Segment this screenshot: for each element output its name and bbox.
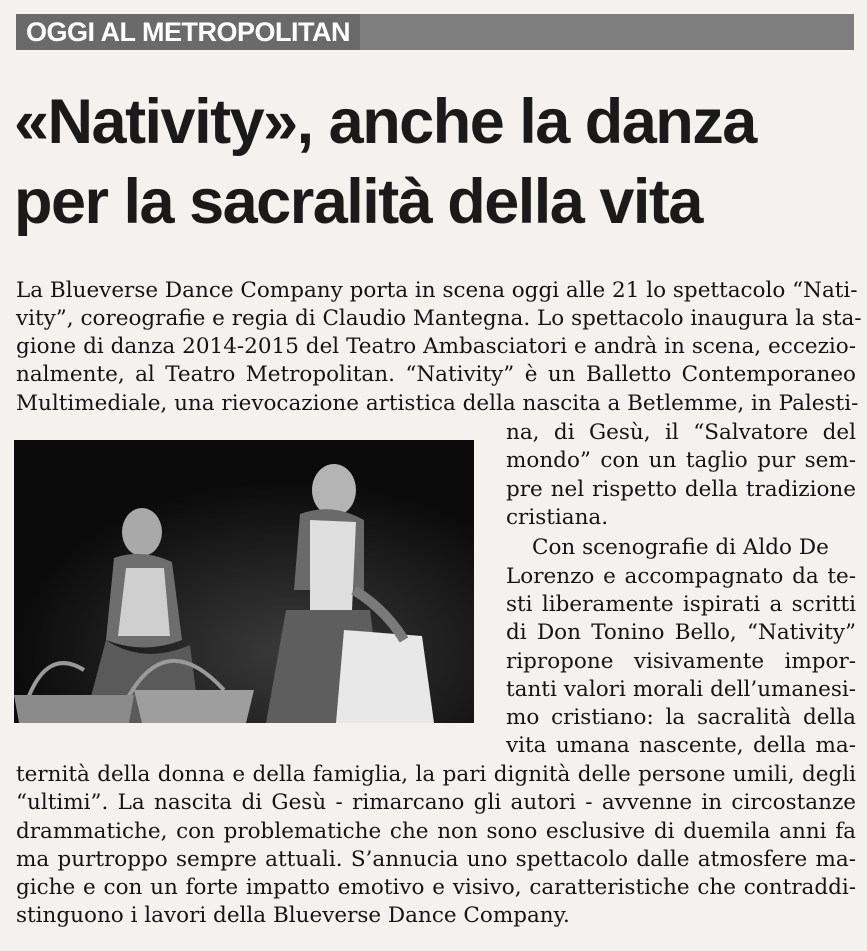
body-line: mondo” con un taglio pur sem-: [506, 448, 856, 473]
body-line: di Don Tonino Bello, “Nativity”: [506, 620, 856, 645]
body-line: ripropone visivamente impor-: [506, 649, 856, 674]
body-line: ma purtroppo sempre attuali. S’annucia uno spettacolo dalle atmosfere ma-: [16, 847, 856, 872]
body-line: vity”, coreografie e regia di Claudio Mantegna. Lo spettacolo inaugura la sta-: [16, 306, 862, 331]
body-line: Con scenografie di Aldo De: [532, 535, 829, 560]
body-line: La Blueverse Dance Company porta in scena oggi alle 21 lo spettacolo “Nati-: [16, 278, 858, 303]
body-line: tanti valori morali dell’umanesi-: [506, 677, 856, 702]
body-line: pre nel rispetto della tradizione: [506, 477, 856, 502]
body-line: sti liberamente ispirati a scritti: [506, 592, 856, 617]
body-line: mo cristiano: la sacralità della: [506, 705, 856, 730]
body-line: “ultimi”. La nascita di Gesù - rimarcano gli autori - avvenne in circostanze: [16, 790, 856, 815]
body-line: ternità della donna e della famiglia, la pari dignità delle persone umili, degli: [16, 762, 856, 787]
dancers-photo-illustration: [14, 440, 474, 723]
body-line: drammatiche, con problematiche che non sono esclusive di duemila anni fa: [16, 819, 856, 844]
body-line: Multimediale, una rievocazione artistica della nascita a Betlemme, in Palesti-: [16, 391, 859, 416]
headline: «Nativity», anche la danza per la sacralità della vita: [14, 87, 756, 237]
body-line: cristiana.: [506, 505, 609, 530]
article-photo: [14, 440, 474, 723]
body-line: na, di Gesù, il “Salvatore del: [506, 420, 856, 445]
body-line: Lorenzo e accompagnato da te-: [506, 564, 856, 589]
body-line: vita umana nascente, della ma-: [506, 733, 856, 758]
section-kicker-bar: [16, 14, 854, 50]
body-line: stinguono i lavori della Blueverse Dance Company.: [16, 903, 570, 928]
section-kicker: OGGI AL METROPOLITAN: [16, 14, 360, 50]
body-line: giche e con un forte impatto emotivo e visivo, caratteristiche che contraddi-: [16, 875, 856, 900]
body-line: gione di danza 2014-2015 del Teatro Ambasciatori e andrà in scena, eccezio-: [16, 334, 856, 359]
body-line: nalmente, al Teatro Metropolitan. “Nativity” è un Balletto Contemporaneo: [16, 362, 856, 387]
